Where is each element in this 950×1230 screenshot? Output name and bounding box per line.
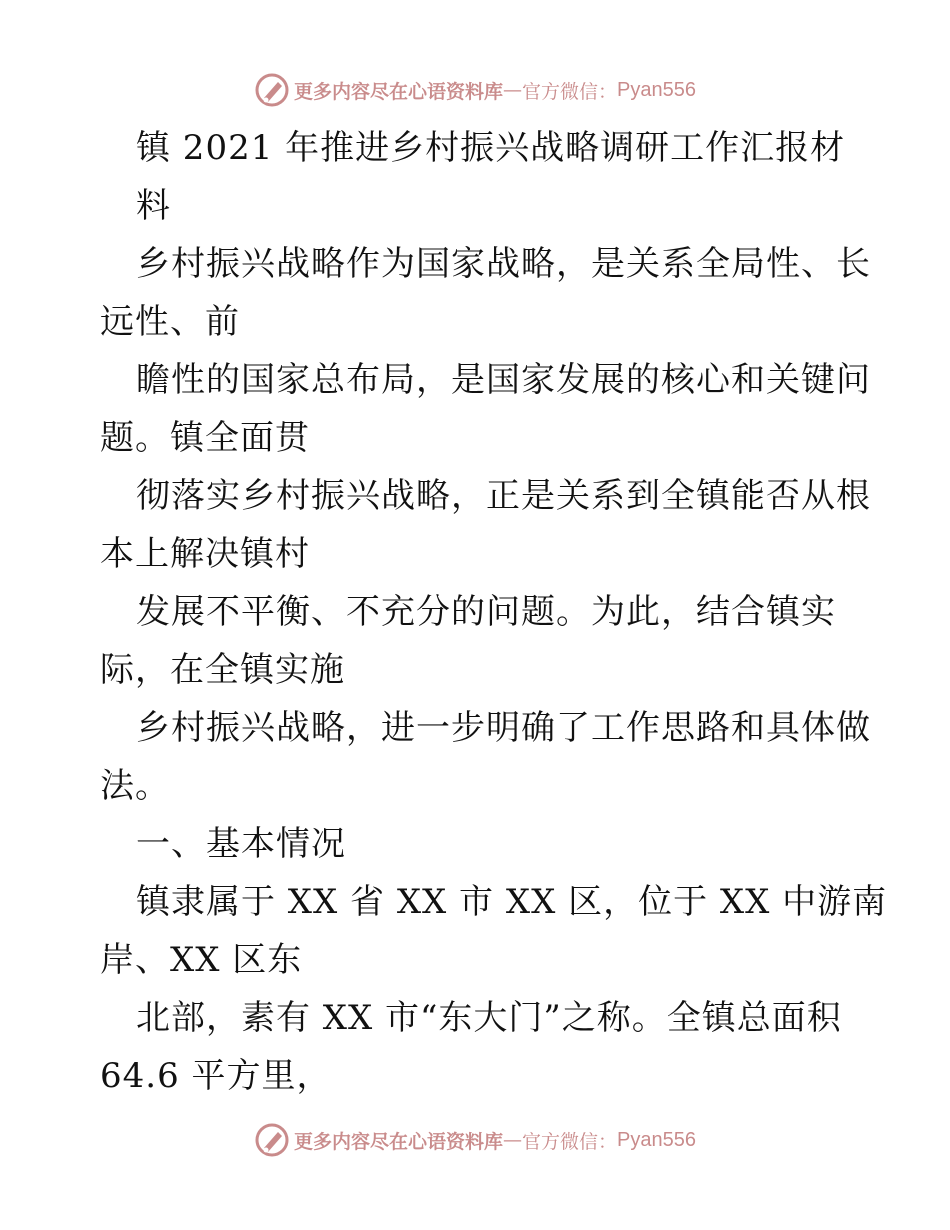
paragraph-line: 乡村振兴战略作为国家战略，是关系全局性、长 (136, 244, 871, 284)
paragraph-line: 远性、前 (100, 302, 240, 342)
paragraph-line: 瞻性的国家总布局，是国家发展的核心和关键问 (136, 360, 871, 400)
paragraph-line: 64.6 平方里， (100, 1056, 332, 1096)
paragraph-line: 际，在全镇实施 (100, 650, 345, 690)
watermark-dash: — (503, 79, 523, 101)
watermark-label: 官方微信： (522, 80, 618, 103)
paragraph-line: 北部，素有 XX 市“东大门”之称。全镇总面积 (136, 998, 842, 1038)
watermark-text: 更多内容尽在心语资料库 (294, 80, 504, 103)
section-heading: 一、基本情况 (136, 824, 346, 864)
paragraph-line: 乡村振兴战略，进一步明确了工作思路和具体做 (136, 708, 871, 748)
watermark-banner-top (0, 70, 950, 110)
watermark-banner-bottom (0, 1120, 950, 1160)
watermark-label: 官方微信： (522, 1130, 618, 1153)
paragraph-line: 题。镇全面贯 (100, 418, 310, 458)
paragraph-line: 岸、XX 区东 (100, 940, 303, 980)
paragraph-line: 本上解决镇村 (100, 534, 310, 574)
watermark-id: Pyan556 (617, 78, 696, 101)
pen-logo-icon (254, 72, 290, 108)
watermark-text: 更多内容尽在心语资料库 (294, 1130, 504, 1153)
title-line-1: 镇 2021 年推进乡村振兴战略调研工作汇报材 (136, 128, 846, 168)
paragraph-line: 法。 (100, 766, 170, 806)
paragraph-line: 彻落实乡村振兴战略，正是关系到全镇能否从根 (136, 476, 871, 516)
pen-logo-icon (254, 1122, 290, 1158)
watermark-id: Pyan556 (617, 1128, 696, 1151)
watermark-dash: — (503, 1129, 523, 1151)
title-line-2: 料 (136, 186, 171, 226)
paragraph-line: 镇隶属于 XX 省 XX 市 XX 区，位于 XX 中游南 (136, 882, 888, 922)
paragraph-line: 发展不平衡、不充分的问题。为此，结合镇实 (136, 592, 836, 632)
